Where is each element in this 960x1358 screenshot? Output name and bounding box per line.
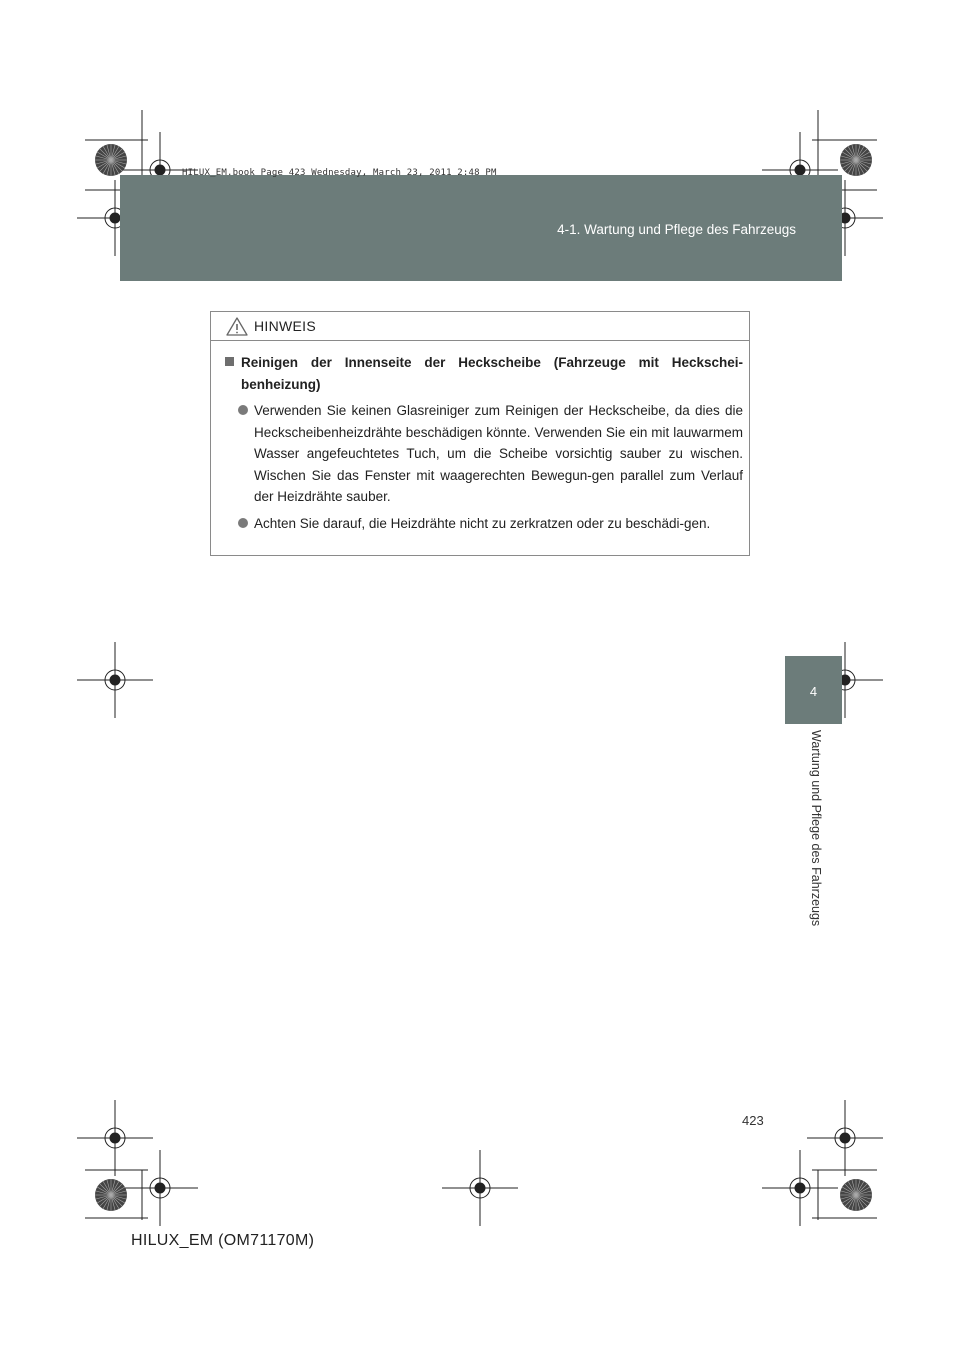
notice-section-heading — [223, 352, 743, 395]
registration-rosette-icon — [95, 1179, 127, 1211]
registration-rosette-icon — [840, 144, 872, 176]
chapter-number: 4 — [809, 684, 818, 699]
section-title: 4-1. Wartung und Pflege des Fahrzeugs — [557, 222, 796, 237]
model-code: HILUX_EM (OM71170M) — [131, 1232, 315, 1249]
registration-crosshair-icon — [77, 1100, 153, 1176]
registration-rosette-icon — [95, 144, 127, 176]
book-info-line: HILUX_EM.book Page 423 Wednesday, March 23, 2011 2:48 PM — [182, 168, 497, 178]
registration-crosshair-icon — [442, 1150, 518, 1226]
registration-rosette-icon — [840, 1179, 872, 1211]
chapter-title-vertical: Wartung und Pflege des Fahrzeugs — [809, 730, 823, 927]
notice-title: HINWEIS — [254, 318, 316, 334]
round-bullet-icon — [238, 518, 248, 528]
list-item — [223, 400, 743, 508]
registration-crosshair-icon — [762, 1150, 838, 1226]
notice-body — [223, 352, 743, 534]
list-item — [223, 513, 743, 535]
registration-crosshair-icon — [807, 1100, 883, 1176]
chapter-tab — [785, 656, 842, 724]
notice-box — [210, 311, 750, 556]
registration-crosshair-icon — [77, 642, 153, 718]
registration-crosshair-icon — [122, 1150, 198, 1226]
list-item-text: Achten Sie darauf, die Heizdrähte nicht zu zerkratzen oder zu beschädi-gen. — [254, 515, 711, 531]
header-band — [120, 175, 842, 281]
list-item-text: Verwenden Sie keinen Glasreiniger zum Reinigen der Heckscheibe, da dies die Heckscheibenheizdrähte beschädigen könnte. Verwenden Sie ein mit lauwarmem Wasser angefeuchtetes Tuch, um die Scheibe vorsichtig sauber zu wischen. Wischen Sie das Fenster mit waagerechten Bewegun-gen parallel zum Verlauf der Heizdrähte sauber. — [254, 403, 743, 504]
section-heading-text: Reinigen der Innenseite der Heckscheibe (Fahrzeuge mit Heckschei-benheizung) — [241, 355, 743, 392]
notice-header — [211, 312, 749, 341]
round-bullet-icon — [238, 405, 248, 415]
warning-triangle-icon — [226, 317, 248, 336]
page-number: 423 — [742, 1113, 764, 1128]
square-bullet-icon — [225, 357, 234, 366]
